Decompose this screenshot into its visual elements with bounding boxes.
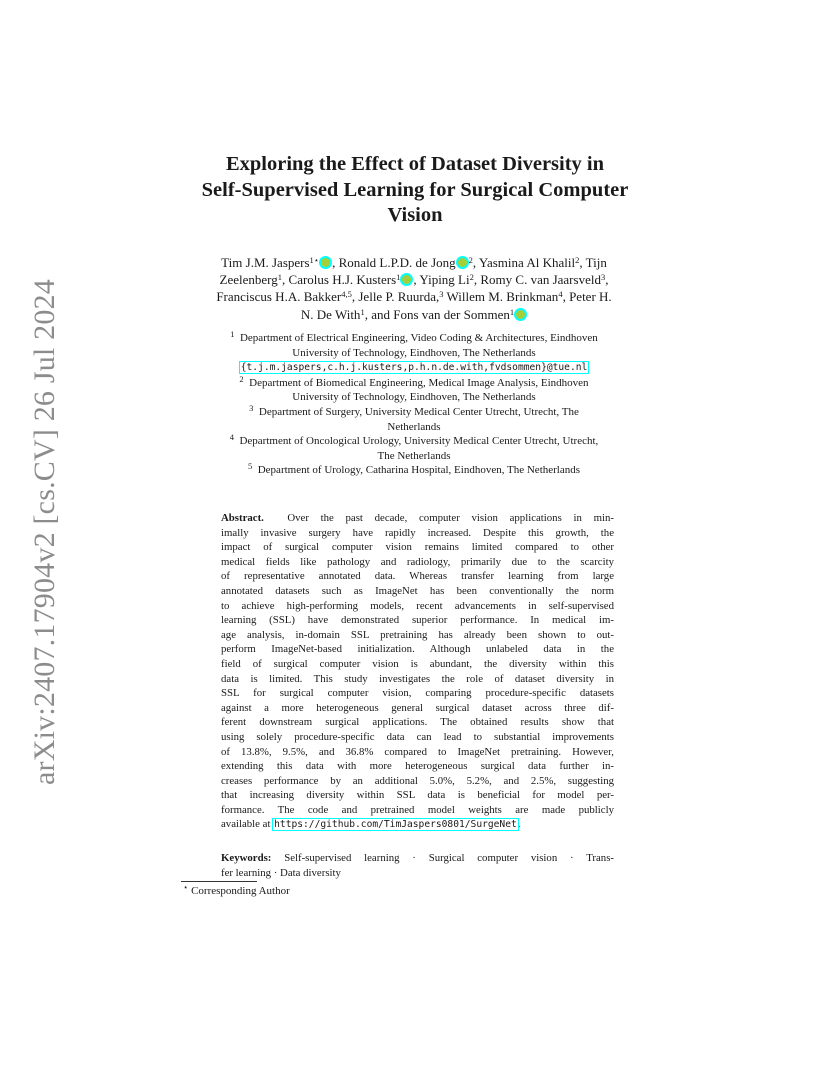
paper-title (180, 152, 650, 229)
author-line: Zeelenberg$^1$, Carolus H.J. Kusters$^1$ , Yiping Li$^2$, Romy C. van Jaarsveld$^3$, (219, 272, 609, 288)
abstract-line: perform ImageNet-based initialization. Although unlabeled data in the (221, 643, 614, 656)
keywords-heading: Keywords: (221, 852, 272, 864)
email-line (176, 360, 652, 376)
footnote-rule (181, 881, 257, 882)
affiliation-1: $^1$ Department of Electrical Engineering, Video Coding & Architectures, Eindhoven (230, 329, 598, 344)
affiliation-3: $^3$ Department of Surgery, University Medical Center Utrecht, Utrecht, The (249, 402, 579, 418)
arxiv-sidebar (20, 279, 70, 785)
abstract-line: using solely procedure-specific data can lead to substantial improvements (221, 730, 614, 743)
orcid-icon[interactable] (320, 257, 331, 268)
author-line: Tim J.M. Jaspers$^{1⋆}$ , Ronald L.P.D. de Jong $^2$, Yasmina Al Khalil$^2$, Tijn (221, 255, 607, 270)
author-list (176, 254, 652, 323)
keywords (221, 851, 614, 880)
orcid-icon[interactable] (401, 274, 412, 285)
title-line: Self-Supervised Learning for Surgical Computer (201, 178, 629, 201)
abstract-line: formance. The code and pretrained model weights are made publicly (221, 803, 614, 816)
abstract-line: extending this data with more heterogeneous surgical data further in- (221, 760, 614, 773)
affiliation-4-cont: The Netherlands (377, 449, 451, 462)
title-line: Exploring the Effect of Dataset Diversity in (225, 153, 605, 175)
abstract-line: against a more heterogeneous general surgical dataset across three dif- (221, 701, 614, 714)
abstract-line: medical fields like pathology and radiology, primarily due to the scarcity (221, 555, 614, 568)
abstract-line: that increasing diversity within SSL data is beneficial for model per- (221, 789, 614, 802)
abstract-line: imally invasive surgery have rapidly increased. Despite this growth, the (221, 526, 614, 539)
title-line: Vision (387, 204, 443, 226)
abstract-line: of 13.8%, 9.5%, and 36.8% compared to ImageNet pretraining. However, (221, 745, 614, 758)
author-line: N. De With$^1$, and Fons van der Sommen$^1$ (176, 306, 652, 323)
arxiv-identifier: arXiv:2407.17904v2 [cs.CV] 26 Jul 2024 (28, 279, 61, 785)
keywords-line: fer learning · Data diversity (221, 866, 341, 879)
affiliations (176, 331, 652, 478)
abstract-line: data is limited. This study investigates the role of dataset diversity in (221, 672, 614, 685)
abstract-heading: Abstract. (221, 512, 264, 524)
affiliation-2: $^2$ Department of Biomedical Engineering, Medical Image Analysis, Eindhoven (239, 373, 589, 389)
abstract-line: to achieve high-performing models, recent advancements in self-supervised (221, 599, 614, 612)
abstract-line: ferent downstream surgical applications. The obtained results show that (221, 716, 614, 729)
abstract-line: field of surgical computer vision is abundant, the diversity within this (221, 657, 614, 670)
abstract-line: Abstract. Over the past decade, computer vision applications in min- (221, 512, 614, 524)
footnote: ⋆ Corresponding Author (183, 882, 290, 897)
abstract-line: of representative annotated data. Whereas transfer learning from large (221, 570, 614, 583)
abstract-line: SSL for surgical computer vision, comparing procedure-specific datasets (221, 687, 614, 700)
affiliation-3-cont: Netherlands (387, 420, 441, 433)
orcid-icon[interactable] (515, 309, 526, 320)
abstract-line: annotated datasets such as ImageNet has been conventionally the norm (221, 584, 614, 597)
affiliation-1-cont: University of Technology, Eindhoven, The Netherlands (292, 346, 536, 359)
affiliation-5: $^5$ Department of Urology, Catharina Hospital, Eindhoven, The Netherlands (247, 461, 581, 477)
abstract-line: creases performance by an additional 5.0%, 5.2%, and 2.5%, suggesting (221, 774, 614, 787)
affiliation-2-cont: University of Technology, Eindhoven, The Netherlands (292, 391, 536, 404)
abstract-line: available at https://github.com/TimJaspers0801/SurgeNet. (221, 818, 521, 831)
github-link[interactable]: https://github.com/TimJaspers0801/SurgeNet (274, 819, 517, 831)
abstract (221, 511, 614, 833)
abstract-line: age analysis, in-domain SSL pretraining has already been shown to out- (221, 628, 614, 641)
orcid-icon[interactable] (457, 257, 468, 268)
affiliation-4: $^4$ Department of Oncological Urology, University Medical Center Utrecht, Utrecht, (229, 432, 599, 448)
abstract-line: impact of surgical computer vision remains limited compared to other (221, 541, 614, 554)
author-line: Franciscus H.A. Bakker$^{4,5}$, Jelle P. Ruurda,$^3$ Willem M. Brinkman$^4$, Peter H. (216, 289, 612, 305)
abstract-line: learning (SSL) have demonstrated superior performance. In medical im- (221, 614, 614, 627)
keywords-line: Keywords: Self-supervised learning · Surgical computer vision · Trans- (221, 852, 614, 864)
email-link[interactable]: {t.j.m.jaspers,c.h.j.kusters,p.h.n.de.with,fvdsommen}@tue.nl (240, 362, 588, 374)
